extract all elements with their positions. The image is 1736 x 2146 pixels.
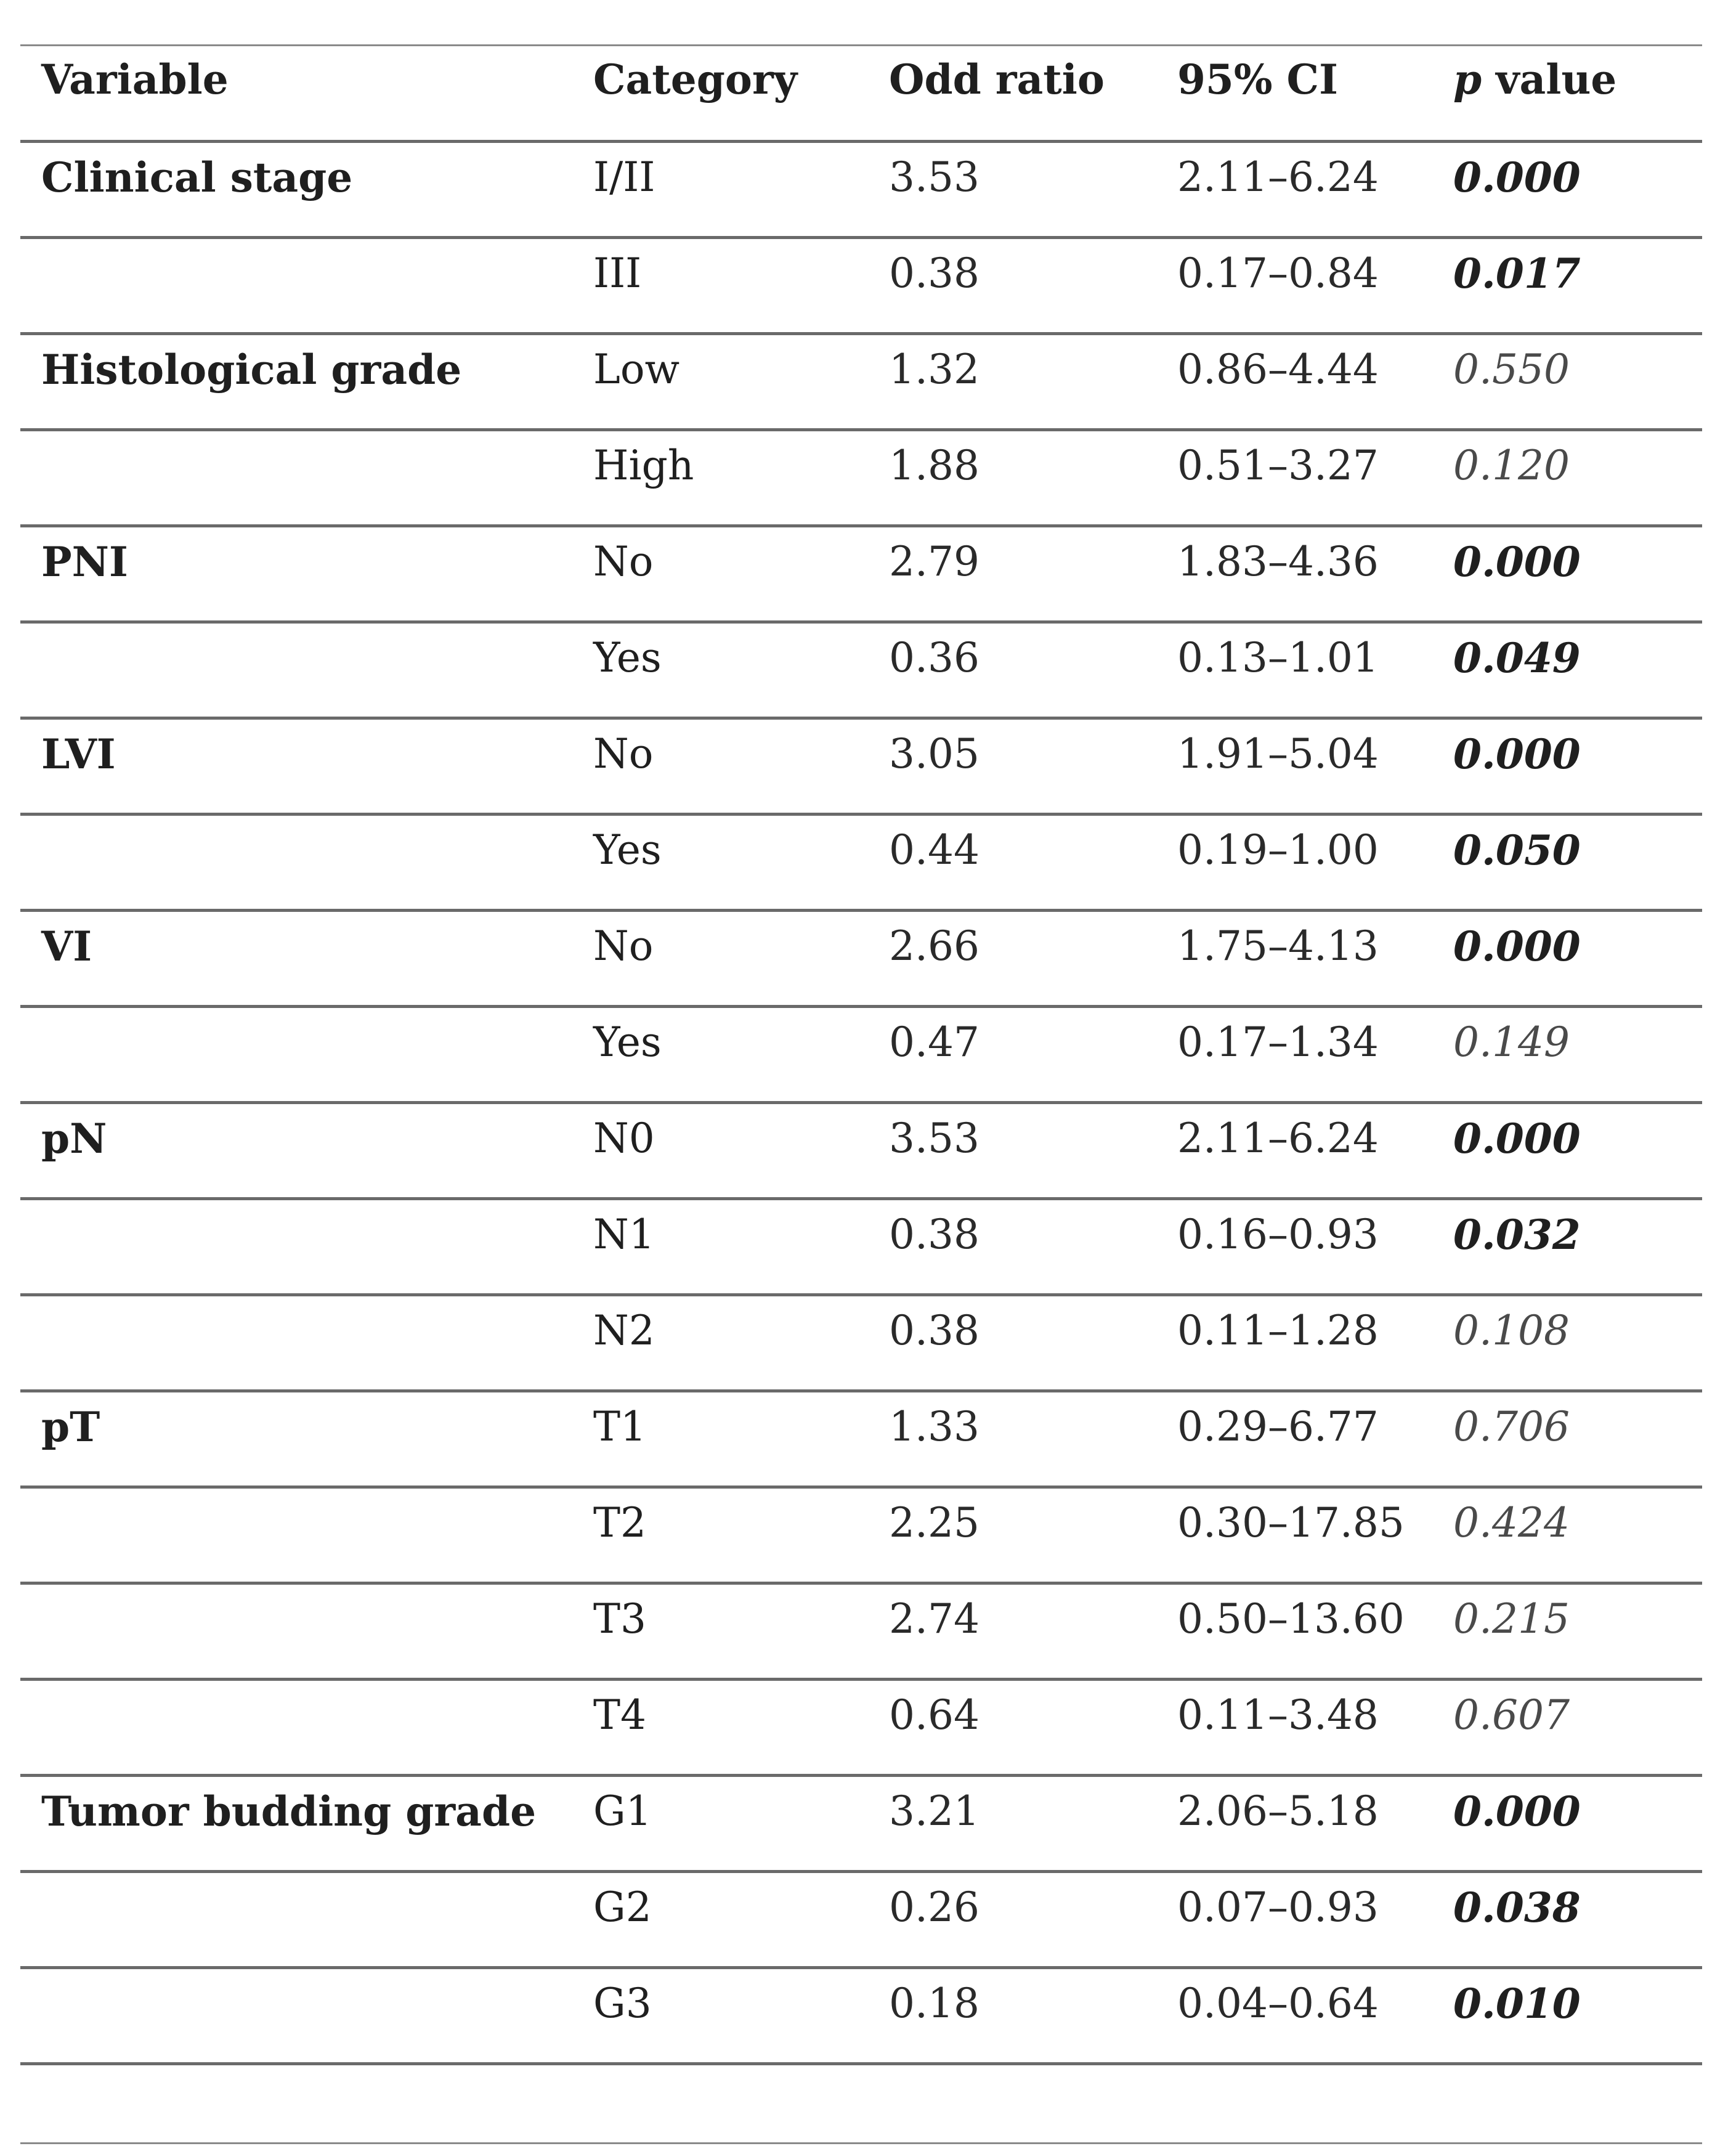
cell-p-value: 0.000 — [1453, 1115, 1581, 1163]
table-row — [20, 1873, 1702, 1966]
table-row — [20, 1104, 1702, 1197]
cell-variable: PNI — [41, 538, 128, 586]
table-row — [20, 239, 1702, 332]
header-p-value — [1453, 55, 1702, 104]
cell-odd-ratio: 3.53 — [889, 1115, 980, 1162]
cell-odd-ratio: 0.18 — [889, 1980, 980, 2027]
cell-category: Yes — [593, 634, 662, 681]
cell-ci: 0.30–17.85 — [1177, 1499, 1405, 1547]
cell-odd-ratio: 0.47 — [889, 1018, 980, 1066]
cell-ci: 0.86–4.44 — [1177, 346, 1379, 393]
cell-ci: 0.29–6.77 — [1177, 1403, 1379, 1450]
cell-category: T2 — [593, 1499, 647, 1547]
cell-odd-ratio: 2.74 — [889, 1595, 980, 1643]
cell-category: No — [593, 922, 654, 970]
cell-ci: 1.75–4.13 — [1177, 922, 1379, 970]
header-p-rest: value — [1482, 55, 1617, 104]
table-row — [20, 1585, 1702, 1678]
cell-p-value: 0.108 — [1453, 1307, 1570, 1354]
cell-odd-ratio: 0.26 — [889, 1884, 980, 1931]
cell-category: G1 — [593, 1787, 652, 1835]
table-row — [20, 1392, 1702, 1486]
cell-odd-ratio: 0.36 — [889, 634, 980, 681]
cell-category: N2 — [593, 1307, 655, 1354]
cell-ci: 0.11–1.28 — [1177, 1307, 1379, 1354]
cell-ci: 0.04–0.64 — [1177, 1980, 1379, 2027]
header-odd-ratio: Odd ratio — [889, 55, 1105, 104]
cell-p-value: 0.038 — [1453, 1884, 1581, 1932]
table-header-row — [20, 46, 1702, 140]
cell-odd-ratio: 3.21 — [889, 1787, 980, 1835]
table-bottom-spacer — [20, 2065, 1702, 2142]
table-row — [20, 335, 1702, 428]
cell-category: Yes — [593, 1018, 662, 1066]
table-row — [20, 912, 1702, 1005]
cell-odd-ratio: 0.38 — [889, 250, 980, 297]
cell-variable: Clinical stage — [41, 153, 353, 201]
cell-ci: 0.17–1.34 — [1177, 1018, 1379, 1066]
cell-ci: 0.19–1.00 — [1177, 826, 1379, 874]
cell-category: T4 — [593, 1691, 647, 1739]
cell-p-value: 0.000 — [1453, 1787, 1581, 1835]
cell-p-value: 0.120 — [1453, 442, 1570, 489]
table-row — [20, 1969, 1702, 2062]
cell-variable: VI — [41, 922, 92, 970]
cell-p-value: 0.215 — [1453, 1595, 1570, 1643]
cell-p-value: 0.000 — [1453, 730, 1581, 778]
cell-category: G2 — [593, 1884, 652, 1931]
cell-ci: 0.51–3.27 — [1177, 442, 1379, 489]
cell-ci: 1.83–4.36 — [1177, 538, 1379, 585]
cell-ci: 0.13–1.01 — [1177, 634, 1379, 681]
cell-category: T1 — [593, 1403, 647, 1450]
cell-variable: LVI — [41, 730, 116, 778]
cell-ci: 2.06–5.18 — [1177, 1787, 1379, 1835]
table-row — [20, 1200, 1702, 1293]
cell-odd-ratio: 2.25 — [889, 1499, 980, 1547]
cell-ci: 0.17–0.84 — [1177, 250, 1379, 297]
cell-odd-ratio: 3.53 — [889, 153, 980, 201]
cell-p-value: 0.149 — [1453, 1018, 1570, 1066]
cell-p-value: 0.424 — [1453, 1499, 1570, 1547]
cell-odd-ratio: 0.44 — [889, 826, 980, 874]
table-body — [20, 143, 1702, 2065]
cell-variable: pT — [41, 1403, 100, 1451]
cell-odd-ratio: 2.79 — [889, 538, 980, 585]
table-row — [20, 1008, 1702, 1101]
header-p-italic: p — [1453, 55, 1482, 104]
cell-p-value: 0.010 — [1453, 1980, 1581, 2028]
cell-ci: 2.11–6.24 — [1177, 1115, 1379, 1162]
table-row — [20, 1777, 1702, 1870]
cell-p-value: 0.000 — [1453, 153, 1581, 201]
header-category: Category — [593, 55, 798, 104]
cell-variable: Tumor budding grade — [41, 1787, 537, 1835]
cell-category: N0 — [593, 1115, 655, 1162]
cell-p-value: 0.050 — [1453, 826, 1581, 874]
cell-ci: 1.91–5.04 — [1177, 730, 1379, 778]
cell-p-value: 0.032 — [1453, 1211, 1581, 1259]
cell-ci: 0.50–13.60 — [1177, 1595, 1405, 1643]
cell-p-value: 0.017 — [1453, 250, 1581, 298]
cell-odd-ratio: 1.88 — [889, 442, 980, 489]
cell-category: I/II — [593, 153, 655, 201]
table-row — [20, 431, 1702, 524]
header-ci: 95% CI — [1177, 55, 1338, 104]
cell-category: No — [593, 538, 654, 585]
cell-odd-ratio: 1.33 — [889, 1403, 980, 1450]
cell-category: N1 — [593, 1211, 655, 1258]
cell-ci: 2.11–6.24 — [1177, 153, 1379, 201]
cell-variable: Histological grade — [41, 346, 462, 394]
cell-ci: 0.11–3.48 — [1177, 1691, 1379, 1739]
cell-p-value: 0.550 — [1453, 346, 1570, 393]
table-row — [20, 527, 1702, 620]
cell-category: Yes — [593, 826, 662, 874]
cell-p-value: 0.706 — [1453, 1403, 1570, 1450]
cell-category: G3 — [593, 1980, 652, 2027]
cell-p-value: 0.000 — [1453, 922, 1581, 970]
table-bottom-rule — [20, 2142, 1702, 2144]
cell-p-value: 0.049 — [1453, 634, 1581, 682]
cell-odd-ratio: 0.38 — [889, 1211, 980, 1258]
cell-odd-ratio: 2.66 — [889, 922, 980, 970]
cell-category: III — [593, 250, 642, 297]
table-row — [20, 143, 1702, 236]
table-row — [20, 624, 1702, 717]
cell-odd-ratio: 0.64 — [889, 1691, 980, 1739]
cell-odd-ratio: 0.38 — [889, 1307, 980, 1354]
table-row — [20, 1681, 1702, 1774]
table-row — [20, 816, 1702, 909]
cell-p-value: 0.000 — [1453, 538, 1581, 586]
table-row — [20, 720, 1702, 813]
cell-odd-ratio: 1.32 — [889, 346, 980, 393]
table-row — [20, 1489, 1702, 1582]
cell-odd-ratio: 3.05 — [889, 730, 980, 778]
cell-ci: 0.07–0.93 — [1177, 1884, 1379, 1931]
header-variable: Variable — [41, 55, 229, 104]
cell-category: T3 — [593, 1595, 647, 1643]
cell-p-value: 0.607 — [1453, 1691, 1570, 1739]
cell-category: High — [593, 442, 694, 489]
odds-ratio-table — [20, 44, 1702, 2144]
table-row — [20, 1296, 1702, 1389]
cell-ci: 0.16–0.93 — [1177, 1211, 1379, 1258]
cell-category: No — [593, 730, 654, 778]
cell-category: Low — [593, 346, 680, 393]
cell-variable: pN — [41, 1115, 107, 1163]
